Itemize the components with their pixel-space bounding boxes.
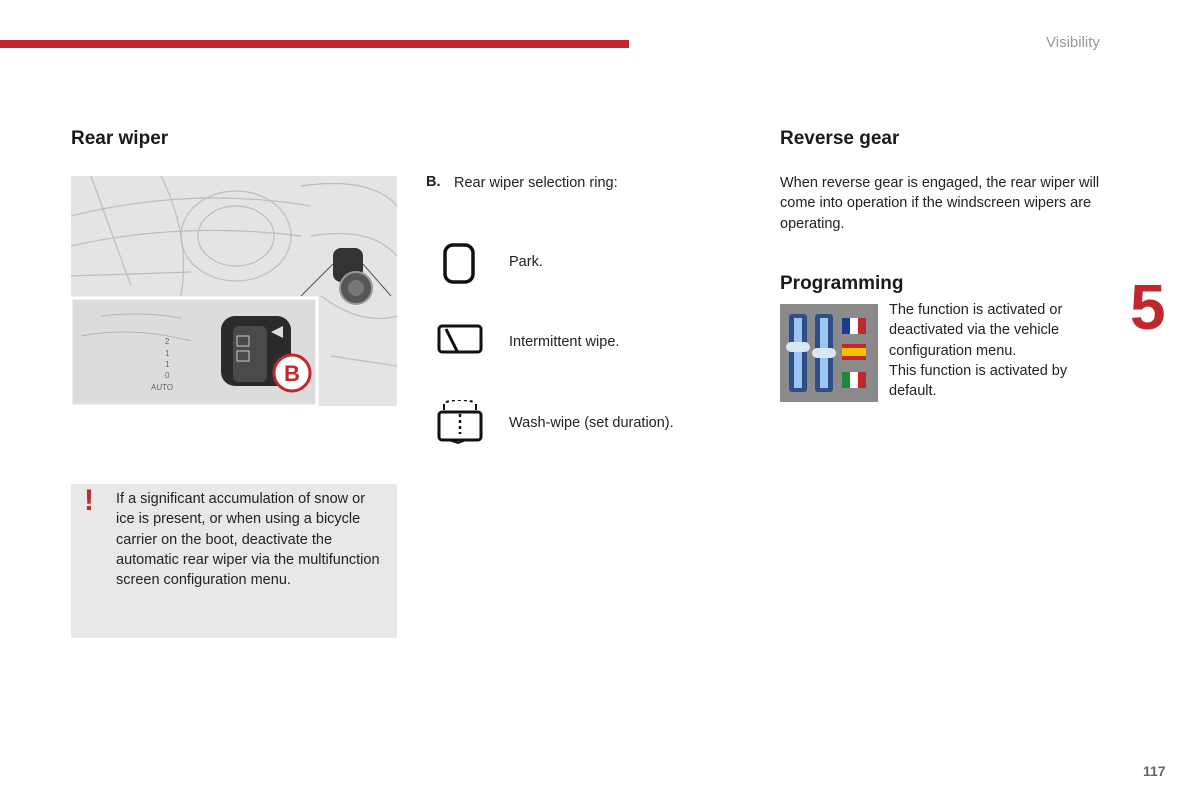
warning-icon: ! xyxy=(84,484,94,517)
mode-label-wash-wipe: Wash-wipe (set duration). xyxy=(509,415,674,431)
scale-label: 2 xyxy=(165,337,170,346)
flag-spain-icon xyxy=(842,344,866,360)
callout-b-label: B xyxy=(284,361,300,386)
mode-label-intermittent: Intermittent wipe. xyxy=(509,334,620,350)
configuration-menu-illustration xyxy=(780,304,878,402)
programming-heading: Programming xyxy=(780,273,904,294)
section-title: Visibility xyxy=(1046,34,1100,51)
reverse-gear-text: When reverse gear is engaged, the rear wiper will come into operation if the windscreen wipers are operating. xyxy=(780,175,1100,232)
programming-text-default: This function is activated by default. xyxy=(889,363,1068,400)
scale-label: 1 xyxy=(165,360,170,369)
scale-label: 1 xyxy=(165,349,170,358)
rear-wiper-heading: Rear wiper xyxy=(71,128,169,149)
flag-italy-icon xyxy=(842,372,866,388)
chapter-number: 5 xyxy=(1130,271,1166,343)
warning-text: If a significant accumulation of snow or ice is present, or when using a bicycle carrier on the boot, deactivate the automatic rear wiper via the multifunction screen configuration menu. xyxy=(116,491,380,589)
reverse-gear-heading: Reverse gear xyxy=(780,128,900,149)
park-icon xyxy=(441,242,479,286)
intermittent-wipe-icon xyxy=(436,323,484,359)
scale-label: AUTO xyxy=(151,383,174,392)
wash-wipe-icon xyxy=(436,400,484,446)
wiper-stalk-illustration xyxy=(71,176,397,406)
page-number: 117 xyxy=(1143,763,1166,779)
callout-b-reference: B. xyxy=(426,174,441,190)
selection-ring-text: Rear wiper selection ring: xyxy=(454,175,618,191)
programming-text-activation: The function is activated or deactivated via the vehicle configuration menu. xyxy=(889,302,1063,359)
header-accent-bar xyxy=(0,40,629,48)
mode-label-park: Park. xyxy=(509,254,543,270)
flag-france-icon xyxy=(842,318,866,334)
scale-label: 0 xyxy=(165,371,170,380)
